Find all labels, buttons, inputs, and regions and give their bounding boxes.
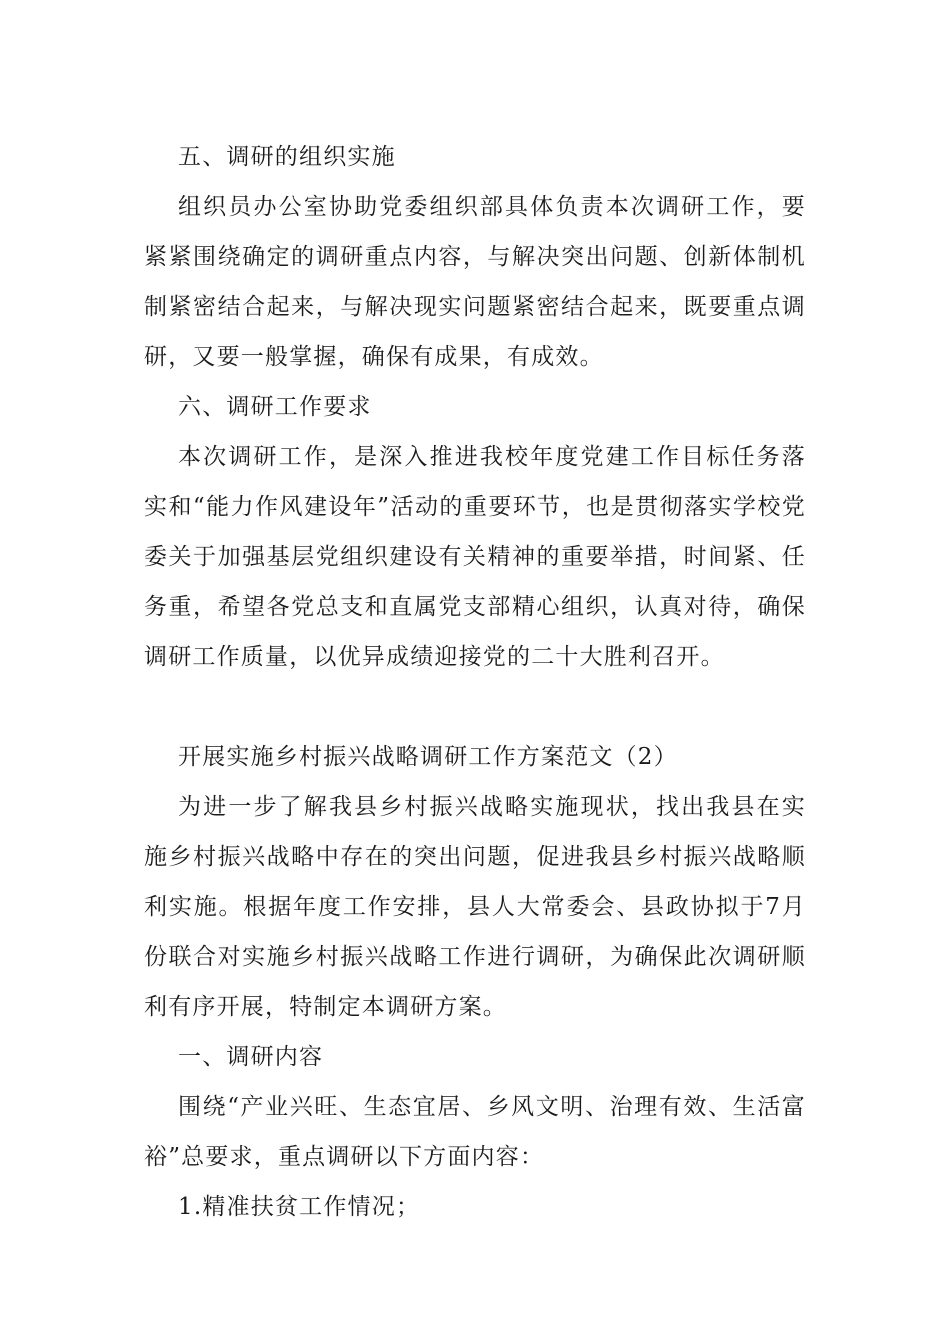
- section-heading-requirements: 六、调研工作要求: [178, 394, 372, 420]
- blank-line: [144, 682, 806, 732]
- section-heading-organization: 五、调研的组织实施: [178, 144, 396, 170]
- paragraph-intro: 为进一步了解我县乡村振兴战略实施现状，找出我县在实施乡村振兴战略中存在的突出问题，促进我县乡村振兴战略顺利实施。根据年度工作安排，县人大常委会、县政协拟于7月份联合对实施乡村振兴战略工作进行调研，为确保此次调研顺利有序开展，特制定本调研方案。: [144, 794, 806, 1020]
- section-heading-content: 一、调研内容: [178, 1044, 324, 1070]
- paragraph-organization: 组织员办公室协助党委组织部具体负责本次调研工作，要紧紧围绕确定的调研重点内容，与解决突出问题、创新体制机制紧密结合起来，与解决现实问题紧密结合起来，既要重点调研，又要一般掌握，确保有成果，有成效。: [144, 194, 806, 370]
- document-title-2: 开展实施乡村振兴战略调研工作方案范文（2）: [178, 744, 678, 770]
- list-item-1: 1.精准扶贫工作情况；: [178, 1194, 421, 1220]
- paragraph-content: 围绕“产业兴旺、生态宜居、乡风文明、治理有效、生活富裕”总要求，重点调研以下方面内容：: [144, 1094, 806, 1170]
- paragraph-requirements: 本次调研工作，是深入推进我校年度党建工作目标任务落实和“能力作风建设年”活动的重要环节，也是贯彻落实学校党委关于加强基层党组织建设有关精神的重要举措，时间紧、任务重，希望各党总支和直属党支部精心组织，认真对待，确保调研工作质量，以优异成绩迎接党的二十大胜利召开。: [144, 444, 806, 670]
- document-body: [144, 132, 806, 1232]
